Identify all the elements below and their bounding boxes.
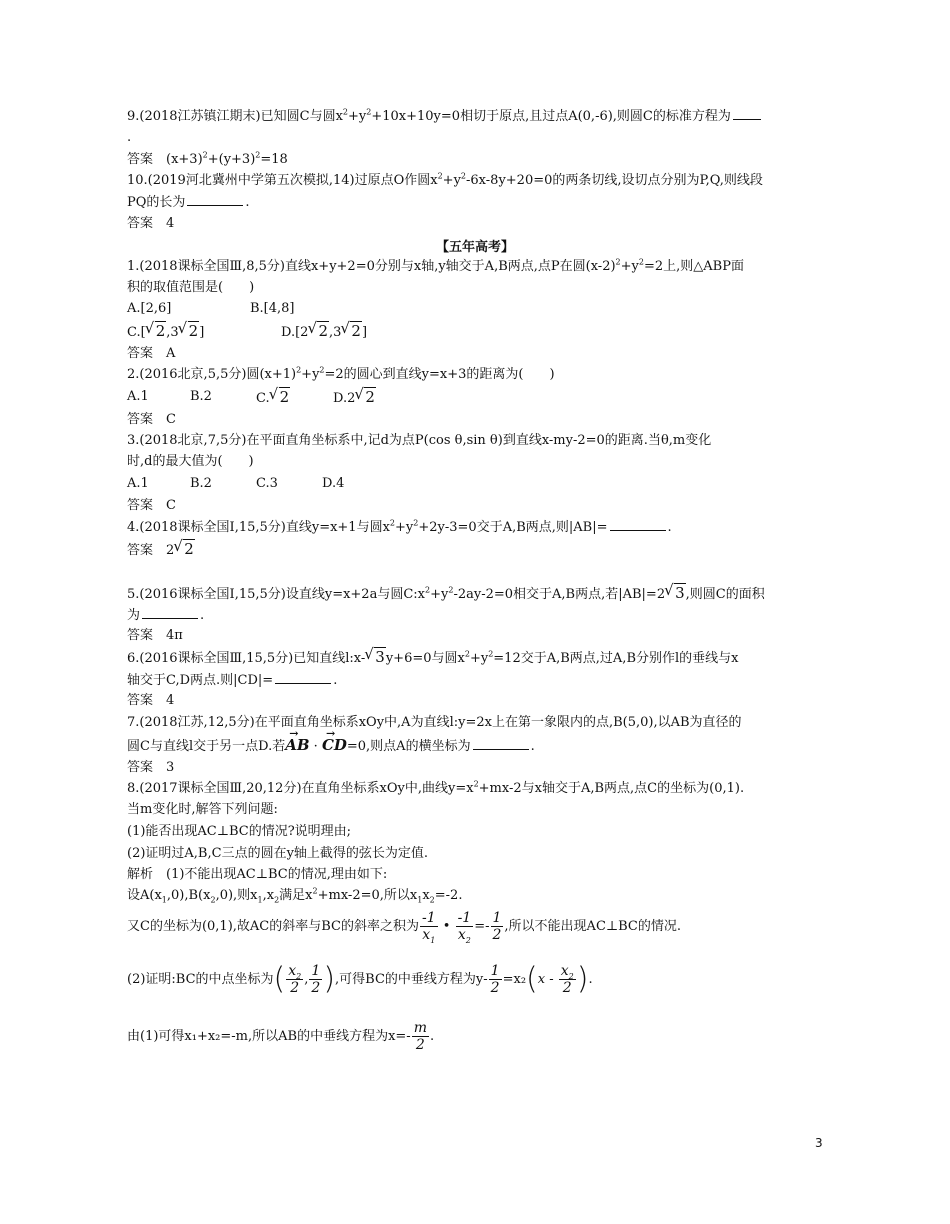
p3-option-a: A.1 [127,476,149,491]
p5-line-2: 为 . [127,608,205,623]
p3-option-d: D.4 [322,476,345,491]
p6-line-1: 6.(2016课标全国Ⅲ,15,5分)已知直线l:x-√ 3y+6=0与圆$x^2+y^2=12$交于A,B两点,过A,B分别作l的垂线与x [127,648,739,668]
p7-answer: 答案 3 [127,760,175,775]
p7-line-2: 圆C与直线l交于另一点D.若→ AB · → CD=0,则点A的横坐标为 . [127,736,535,756]
q10-answer: 答案 4 [127,216,175,231]
answer-blank [473,737,529,750]
s4-text-c: =x₂ [502,972,527,987]
fraction: $\frac{1}{2}$ [311,963,321,996]
answer-blank [142,606,198,619]
p1-option-a: A.[2,6] [127,301,172,316]
p6-text: 轴交于C,D两点.则|CD|= [127,673,274,688]
p2-line-1: 2.(2016北京,5,5分)圆$(x+1)^2+y^2=2$的圆心到直线y=x+3的距离为( ) [127,365,555,382]
s5-text-b: . [429,1029,435,1044]
p2-option-b: B.2 [190,389,212,404]
p8-line-4: (2)证明过A,B,C三点的圆在y轴上截得的弦长为定值. [127,846,429,861]
p6-line-2: 轴交于C,D两点.则|CD|= . [127,673,338,688]
p2-option-d: D.2√ 2 [333,388,376,408]
p5-text: 为 [127,608,141,623]
q9-line-2: . [127,130,132,145]
p1-line-1: 1.(2018课标全国Ⅲ,8,5分)直线x+y+2=0分别与x轴,y轴交于A,B两点,点P在圆$(x-2)^2+y^2=2$上,则△ABP面 [127,257,744,274]
fraction: $\frac{x_2}{2}$ [560,963,574,996]
page-number: 3 [815,1136,823,1150]
answer-blank [275,671,331,684]
fraction: $\frac{x_2}{2}$ [288,963,302,996]
p3-option-b: B.2 [190,476,212,491]
s5-text-a: 由(1)可得x₁+x₂=-m,所以AB的中垂线方程为x=- [127,1029,411,1044]
s4-text-a: (2)证明:BC的中点坐标为 [127,972,274,987]
p1-answer: 答案 A [127,346,176,361]
answer-blank [610,518,666,531]
p2-answer: 答案 C [127,412,176,427]
q10-text: PQ的长为 [127,195,186,210]
fraction: $\frac{m}{2}$ [413,1020,427,1053]
p8-line-2: 当m变化时,解答下列问题: [127,802,278,817]
p4-answer: 答案 2√ 2 [127,540,195,560]
solution-line-2: 设$A(x_1,0),B(x_2,0)$,则$x_1,x_2$满足$x^2+mx-2=0$,所以$x_1x_2=-2$. [127,886,463,905]
p3-option-c: C.3 [256,476,278,491]
q9-answer: 答案 $(x+3)^2+(y+3)^2=18$ [127,150,288,167]
s3-text-b: =- [474,919,490,934]
p4-line-1: 4.(2018课标全国Ⅰ,15,5分)直线y=x+1与圆$x^2+y^2+2y-3=0$交于A,B两点,则|AB|= . [127,518,672,535]
p3-line-2: 时,d的最大值为( ) [127,454,254,469]
solution-line-5 [127,1020,434,1054]
p1-option-d: D.[2√ 2,3√ 2] [281,322,367,342]
p3-answer: 答案 C [127,498,176,513]
fraction: $\frac{1}{2}$ [490,963,500,996]
p7-line-1: 7.(2018江苏,12,5分)在平面直角坐标系xOy中,A为直线l:y=2x上在第一象限内的点,B(5,0),以AB为直径的 [127,715,742,730]
p5-line-1: 5.(2016课标全国Ⅰ,15,5分)设直线y=x+2a与圆$C:x^2+y^2-2ay-2=0$相交于A,B两点,若|AB|=2√ 3,则圆C的面积 [127,584,765,604]
p8-line-1: 8.(2017课标全国Ⅲ,20,12分)在直角坐标系xOy中,曲线$y=x^2+mx-2$与x轴交于A,B两点,点C的坐标为(0,1). [127,779,745,796]
p3-line-1: 3.(2018北京,7,5分)在平面直角坐标系中,记d为点P(cos θ,sin θ)到直线x-my-2=0的距离.当θ,m变化 [127,433,712,448]
p1-option-c: C.[√ 2,3√ 2] [127,322,204,342]
solution-line-4: (2)证明:BC的中点坐标为( $\frac{x_2}{2}$ , $\frac{1}{2}$ ),可得BC的中垂线方程为y- $\frac{1}{2}$ =x₂(x - $\frac{x_2}{2}$ ). [127,961,593,997]
p2-option-a: A.1 [127,389,149,404]
s4-text-b: ,可得BC的中垂线方程为y- [335,972,488,987]
p8-line-3: (1)能否出现AC⊥BC的情况?说明理由; [127,824,352,839]
section-title: 【五年高考】 [435,240,514,255]
s4-text-d: . [588,972,593,987]
p1-line-2: 积的取值范围是( ) [127,280,255,295]
p2-option-c: C.√ 2 [256,388,290,408]
solution-line-1: 解析 (1)不能出现AC⊥BC的情况,理由如下: [127,867,388,882]
answer-blank [187,193,243,206]
p1-option-b: B.[4,8] [250,301,295,316]
q10-line-2: PQ的长为 . [127,195,250,210]
p6-answer: 答案 4 [127,693,175,708]
p5-answer: 答案 4π [127,628,183,643]
solution-line-3: 又C的坐标为(0,1),故AC的斜率与BC的斜率之积为 $\frac{-1}{x_1}$ • $\frac{-1}{x_2}$ =- $\frac{1}{2}$ ,所以不能出现AC⊥BC的情况. [127,910,681,945]
fraction: $\frac{1}{2}$ [492,910,502,943]
s3-text-c: ,所以不能出现AC⊥BC的情况. [504,919,681,934]
s3-text-a: 又C的坐标为(0,1),故AC的斜率与BC的斜率之积为 [127,919,419,934]
answer-blank [733,107,761,120]
fraction: $\frac{-1}{x_2}$ [457,910,472,945]
q10-line-1: 10.(2019河北冀州中学第五次模拟,14)过原点O作圆$x^2+y^2-6x-8y+20=0$的两条切线,设切点分别为P,Q,则线段 [127,171,763,188]
fraction: $\frac{-1}{x_1}$ [421,910,436,945]
q9-line-1: 9.(2018江苏镇江期末)已知圆C与圆$x^2+y^2+10x+10y=0$相切于原点,且过点A(0,-6),则圆C的标准方程为 [127,107,763,126]
